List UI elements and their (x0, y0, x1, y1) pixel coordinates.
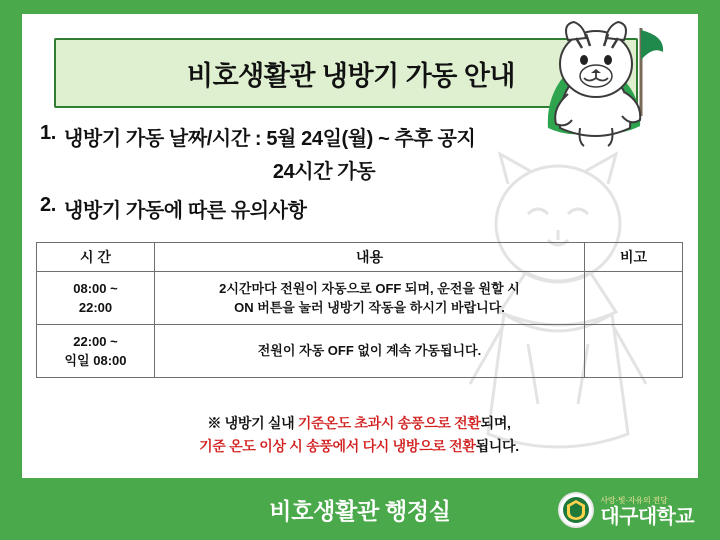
table-cell-content (155, 272, 585, 325)
table-header-content: 내용 (155, 243, 585, 272)
university-emblem-icon (558, 492, 594, 528)
list-item-text: 냉방기 가동에 따른 유의사항 (64, 200, 307, 222)
notice-list (34, 122, 694, 227)
page-border-top (0, 0, 720, 14)
content-line-1: 전원이 자동 OFF 없이 계속 가동됩니다. (257, 343, 482, 359)
footnote-line-1-post: 되며, (480, 415, 511, 431)
table-row (37, 325, 683, 378)
footnote (36, 412, 682, 458)
page-border-left (0, 0, 22, 540)
university-logo (558, 492, 694, 528)
table-header-note: 비고 (585, 243, 683, 272)
footnote-line-1 (36, 412, 682, 435)
time-line-1: 08:00 ~ (73, 280, 118, 296)
university-logo-text (600, 497, 694, 528)
footnote-line-1-highlight: 기준온도 초과시 송풍으로 전환 (297, 415, 481, 431)
university-name: 대구대학교 (600, 506, 694, 528)
table-cell-note (585, 272, 683, 325)
list-item-subline: 24시간 가동 (272, 161, 376, 183)
footnote-line-1-pre: ※ 냉방기 실내 (207, 415, 298, 431)
footnote-line-2 (36, 435, 682, 458)
footnote-line-2-post: 됩니다. (475, 438, 519, 455)
table-cell-note (585, 325, 683, 378)
table-header-time: 시 간 (37, 243, 155, 272)
footer-office-name: 비호생활관 행정실 (269, 498, 451, 524)
time-line-2: 익일 08:00 (64, 353, 127, 368)
list-item (34, 194, 694, 223)
table-cell-time (37, 325, 155, 378)
time-line-1: 22:00 ~ (73, 333, 118, 349)
table-cell-time (37, 272, 155, 325)
page-title: 비호생활관 냉방기 가동 안내 (187, 60, 515, 91)
table-row (37, 272, 683, 325)
schedule-table-wrapper (36, 242, 682, 378)
content-line-1: 2시간마다 전원이 자동으로 OFF 되며, 운전을 원할 시 (219, 280, 520, 296)
table-cell-content (155, 325, 585, 378)
list-item-number: 1. (40, 122, 56, 144)
footnote-line-2-highlight: 기준 온도 이상 시 송풍에서 다시 냉방으로 전환 (199, 438, 476, 455)
list-item-text: 냉방기 가동 날짜/시간 : 5월 24일(월) ~ 추후 공지 (64, 128, 476, 150)
list-item-number: 2. (40, 194, 56, 216)
list-item (34, 122, 694, 151)
table-header-row (37, 243, 683, 272)
university-slogan: 사랑·빛·자유의 전당 (600, 495, 668, 505)
schedule-table (36, 242, 683, 378)
page-border-right (698, 0, 720, 540)
slide-content-area (22, 14, 698, 478)
time-line-2: 22:00 (78, 300, 113, 315)
emblem-shield-icon (562, 496, 590, 524)
content-line-2: ON 버튼을 눌러 냉방기 작동을 하시기 바랍니다. (234, 300, 505, 315)
